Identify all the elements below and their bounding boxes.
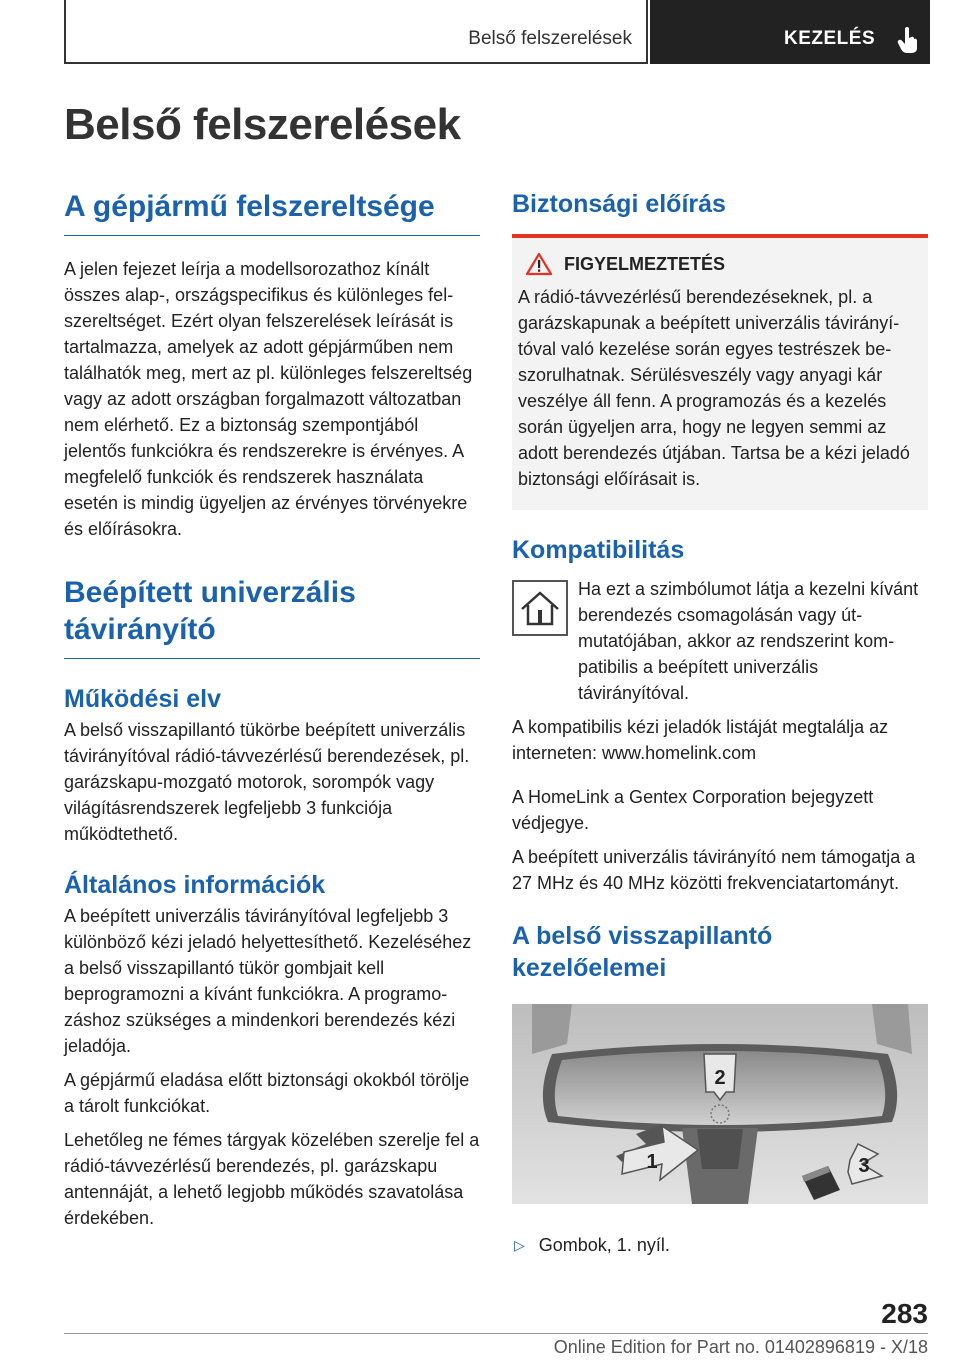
- warning-title: FIGYELMEZTETÉS: [564, 253, 726, 274]
- heading-equipment: A gépjármű felszereltsége: [64, 188, 480, 236]
- paragraph-general-1: A beépített univerzális távirányítóval legfeljebb 3 különböző kézi jeladó helyettesíthető. Kezeléséhez a belső visszapillantó tükör gombjait kell beprogramozni a kívánt funkciókra. A programozáshoz szükséges a mindenkori berendezés kézi jeladója.: [64, 906, 472, 1056]
- header-section-label: KEZELÉS: [784, 28, 876, 49]
- header-chapter-title: Belső felszerelések: [468, 28, 632, 49]
- page-title: Belső felszerelések: [64, 100, 461, 149]
- heading-principle: Működési elv: [64, 685, 221, 713]
- bullet-triangle-icon: ▷: [514, 1237, 525, 1253]
- paragraph-frequency: A beépített univerzális távirányító nem támogatja a 27 MHz és 40 MHz közötti frekvenciatartományt.: [512, 847, 916, 893]
- header-left-box: [64, 0, 648, 64]
- hand-pointer-icon: [897, 26, 919, 54]
- paragraph-equipment: A jelen fejezet leírja a modellsorozathoz kínált összes alap-, országspecifikus és különleges felszereltséget. Ezért olyan felszerelések leírását is tartalmazza, amelyek az adott gépjárműben nem találhatók meg, mert az pl. különleges felszereltség vagy az adott országban forgalmazott változatban nem elérhető. Ez a biztonság szempontjából jelentős funkciókra és rendszerekre is érvényes. A megfelelő funkciók és rendszerek használata esetén is mindig ügyeljen az érvényes törvényekre és előírásokra.: [64, 259, 473, 539]
- paragraph-list-link: A kompatibilis kézi jeladók listáját megtalálja az interneten: www.homelink.com: [512, 717, 889, 763]
- footer-divider: [64, 1333, 928, 1334]
- paragraph-trademark: A HomeLink a Gentex Corporation bejegyzett védjegye.: [512, 787, 874, 833]
- paragraph-compatibility: Ha ezt a szimbólumot látja a kezelni kívánt berendezés csomagolásán vagy útmutatójában, akkor az rendszerint kompatibilis a beépített univerzális távirányítóval.: [578, 579, 919, 703]
- heading-universal-remote: Beépített univerzális távirányító: [64, 574, 480, 659]
- heading-mirror-controls: A belső visszapillantó kezelőelemei: [512, 922, 773, 982]
- heading-compatibility: Kompatibilitás: [512, 536, 685, 564]
- paragraph-general-2: A gépjármű eladása előtt biztonsági okokból törölje a tárolt funkciókat.: [64, 1070, 470, 1116]
- heading-general-info: Általános információk: [64, 871, 326, 899]
- left-column: [64, 188, 480, 1231]
- bullet-buttons-text: Gombok, 1. nyíl.: [538, 1235, 670, 1255]
- compatibility-row: [512, 576, 928, 706]
- paragraph-principle: A belső visszapillantó tükörbe beépített univerzális távirányítóval rádió-távvezérlésű berendezések, pl. garázskapu-mozgató motorok, sorompók vagy világításrendszerek legfeljebb 3 funkciója működtethető.: [64, 720, 470, 844]
- right-column: [512, 188, 928, 1258]
- header-section-tab: [650, 0, 930, 64]
- paragraph-general-3: Lehetőleg ne fémes tárgyak közelében szerelje fel a rádió-távvezérlésű berendezés, pl. garázskapu antennáját, a lehető legjobb működés szavatolása érdekében.: [64, 1130, 480, 1228]
- callout-1: 1: [646, 1151, 658, 1173]
- rearview-mirror-image: [512, 1004, 928, 1204]
- warning-title-row: [526, 252, 920, 276]
- warning-triangle-icon: [526, 252, 552, 276]
- callout-2: 2: [714, 1067, 726, 1089]
- warning-box: [512, 234, 928, 510]
- heading-safety: Biztonsági előírás: [512, 190, 726, 218]
- bullet-buttons: [512, 1232, 928, 1258]
- callout-3: 3: [858, 1155, 870, 1177]
- footer-edition: Online Edition for Part no. 01402896819 - X/18: [553, 1337, 928, 1357]
- page-number: 283: [881, 1298, 928, 1329]
- homelink-house-icon: [512, 580, 568, 636]
- warning-text: A rádió-távvezérlésű berendezéseknek, pl. a garázskapunak a beépített univerzális távirányítóval való kezelése során egyes testrészek beszorulhatnak. Sérülésveszély vagy anyagi kár veszélye áll fenn. A programozás és a kezelés során ügyeljen arra, hogy ne legyen semmi az adott berendezés útjában. Tartsa be a kézi jeladó biztonsági előírásait is.: [518, 287, 910, 489]
